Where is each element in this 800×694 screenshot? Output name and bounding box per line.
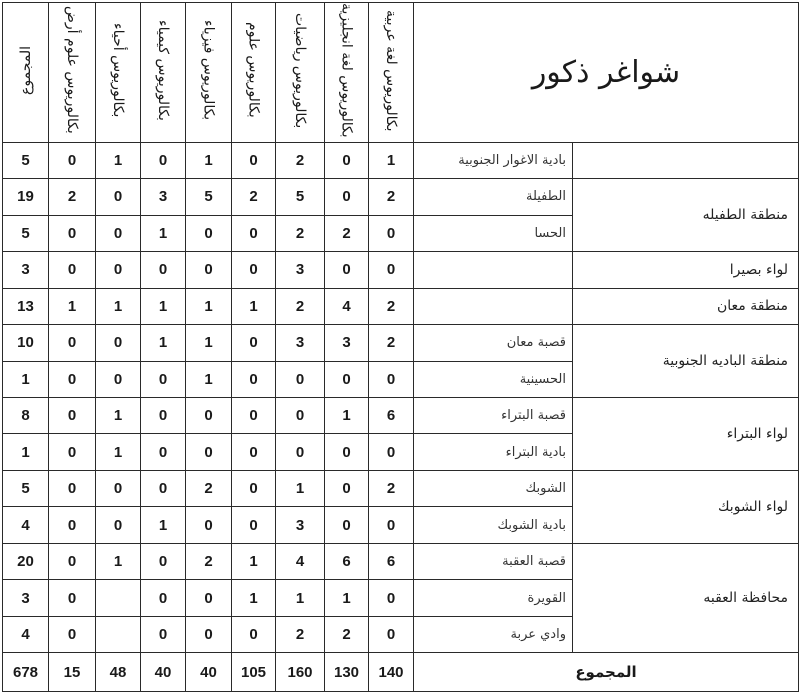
cell-arb: 0	[369, 434, 414, 470]
cell-sci: 1	[232, 580, 276, 616]
cell-bio: 0	[96, 325, 141, 361]
cell-arb: 0	[369, 215, 414, 251]
header-chemistry: بكالوريوس كيمياء	[141, 3, 186, 143]
cell-arb: 0	[369, 361, 414, 397]
table-row	[3, 398, 799, 434]
cell-bio	[96, 616, 141, 652]
cell-eng: 1	[325, 580, 369, 616]
cell-phys: 0	[186, 215, 232, 251]
total-grand: 678	[3, 653, 49, 692]
total-earth: 15	[49, 653, 96, 692]
cell-chem: 1	[141, 325, 186, 361]
cell-math: 4	[276, 543, 325, 579]
table-row	[3, 252, 799, 288]
cell-phys: 0	[186, 616, 232, 652]
cell-chem: 0	[141, 580, 186, 616]
cell-eng: 2	[325, 215, 369, 251]
cell-math: 1	[276, 580, 325, 616]
cell-arb: 0	[369, 580, 414, 616]
cell-math: 2	[276, 288, 325, 324]
cell-phys: 0	[186, 580, 232, 616]
subregion-cell: قصبة العقبة	[414, 543, 573, 579]
cell-phys: 0	[186, 398, 232, 434]
header-row	[3, 3, 799, 143]
subregion-cell	[414, 252, 573, 288]
cell-bio: 1	[96, 543, 141, 579]
cell-chem: 0	[141, 543, 186, 579]
subregion-cell: قصبة معان	[414, 325, 573, 361]
cell-total: 4	[3, 507, 49, 543]
cell-total: 19	[3, 179, 49, 215]
cell-arb: 6	[369, 543, 414, 579]
cell-eng: 3	[325, 325, 369, 361]
cell-math: 2	[276, 215, 325, 251]
cell-bio: 1	[96, 288, 141, 324]
cell-total: 3	[3, 580, 49, 616]
total-chem: 40	[141, 653, 186, 692]
cell-earth: 0	[49, 215, 96, 251]
cell-total: 5	[3, 470, 49, 506]
table-row	[3, 470, 799, 506]
total-sci: 105	[232, 653, 276, 692]
cell-sci: 0	[232, 325, 276, 361]
cell-total: 13	[3, 288, 49, 324]
cell-chem: 0	[141, 361, 186, 397]
cell-chem: 1	[141, 215, 186, 251]
cell-arb: 2	[369, 288, 414, 324]
cell-bio: 0	[96, 507, 141, 543]
cell-earth: 0	[49, 616, 96, 652]
cell-total: 5	[3, 215, 49, 251]
cell-eng: 0	[325, 470, 369, 506]
header-physics: بكالوريوس فيزياء	[186, 3, 232, 143]
cell-earth: 0	[49, 361, 96, 397]
cell-earth: 0	[49, 470, 96, 506]
cell-arb: 6	[369, 398, 414, 434]
cell-phys: 0	[186, 252, 232, 288]
cell-sci: 0	[232, 434, 276, 470]
cell-total: 10	[3, 325, 49, 361]
cell-bio: 1	[96, 434, 141, 470]
cell-earth: 0	[49, 543, 96, 579]
cell-earth: 0	[49, 252, 96, 288]
cell-sci: 0	[232, 252, 276, 288]
cell-total: 4	[3, 616, 49, 652]
cell-eng: 0	[325, 142, 369, 178]
header-english: بكالوريوس لغة انجليزية	[325, 3, 369, 143]
table-row	[3, 325, 799, 361]
subregion-cell: الحسا	[414, 215, 573, 251]
cell-arb: 2	[369, 470, 414, 506]
cell-bio: 1	[96, 142, 141, 178]
region-cell-badia: منطقة الباديه الجنوبية	[573, 325, 799, 398]
cell-chem: 3	[141, 179, 186, 215]
cell-earth: 1	[49, 288, 96, 324]
cell-chem: 1	[141, 288, 186, 324]
cell-earth: 2	[49, 179, 96, 215]
cell-phys: 0	[186, 507, 232, 543]
header-biology: بكالوريوس أحياء	[96, 3, 141, 143]
subregion-cell: بادية الاغوار الجنوبية	[414, 142, 573, 178]
cell-math: 2	[276, 142, 325, 178]
cell-chem: 0	[141, 252, 186, 288]
cell-earth: 0	[49, 142, 96, 178]
table-row	[3, 543, 799, 579]
subregion-cell: قصبة البتراء	[414, 398, 573, 434]
cell-earth: 0	[49, 580, 96, 616]
total-eng: 130	[325, 653, 369, 692]
cell-sci: 0	[232, 398, 276, 434]
cell-math: 3	[276, 507, 325, 543]
header-mathematics: بكالوريوس رياضيات	[276, 3, 325, 143]
cell-math: 2	[276, 616, 325, 652]
cell-eng: 0	[325, 252, 369, 288]
cell-chem: 0	[141, 142, 186, 178]
cell-bio: 0	[96, 179, 141, 215]
cell-chem: 0	[141, 434, 186, 470]
cell-earth: 0	[49, 434, 96, 470]
cell-total: 5	[3, 142, 49, 178]
cell-phys: 1	[186, 288, 232, 324]
cell-bio: 0	[96, 361, 141, 397]
cell-arb: 2	[369, 179, 414, 215]
cell-eng: 4	[325, 288, 369, 324]
region-cell-busaira: لواء بصيرا	[573, 252, 799, 288]
cell-eng: 2	[325, 616, 369, 652]
cell-eng: 0	[325, 361, 369, 397]
cell-arb: 0	[369, 616, 414, 652]
cell-bio: 0	[96, 215, 141, 251]
cell-sci: 1	[232, 288, 276, 324]
cell-math: 0	[276, 398, 325, 434]
region-cell-shobak: لواء الشوبك	[573, 470, 799, 543]
table-row	[3, 142, 799, 178]
cell-sci: 1	[232, 543, 276, 579]
totals-label: المجموع	[414, 653, 799, 692]
cell-sci: 0	[232, 470, 276, 506]
cell-bio: 1	[96, 398, 141, 434]
cell-arb: 0	[369, 507, 414, 543]
cell-arb: 1	[369, 142, 414, 178]
cell-arb: 2	[369, 325, 414, 361]
cell-bio	[96, 580, 141, 616]
cell-phys: 2	[186, 543, 232, 579]
cell-earth: 0	[49, 325, 96, 361]
cell-eng: 1	[325, 398, 369, 434]
cell-chem: 0	[141, 616, 186, 652]
cell-bio: 0	[96, 470, 141, 506]
cell-math: 0	[276, 361, 325, 397]
region-cell-maan: منطقة معان	[573, 288, 799, 324]
subregion-cell: بادية البتراء	[414, 434, 573, 470]
cell-phys: 1	[186, 361, 232, 397]
subregion-cell: بادية الشوبك	[414, 507, 573, 543]
cell-total: 1	[3, 434, 49, 470]
cell-eng: 0	[325, 179, 369, 215]
cell-eng: 0	[325, 507, 369, 543]
header-earth-sciences: بكالوريوس علوم أرض	[49, 3, 96, 143]
region-cell-tafila: منطقة الطفيله	[573, 179, 799, 252]
header-total: المجموع	[3, 3, 49, 143]
total-math: 160	[276, 653, 325, 692]
cell-eng: 6	[325, 543, 369, 579]
subregion-cell: الطفيلة	[414, 179, 573, 215]
total-bio: 48	[96, 653, 141, 692]
cell-math: 5	[276, 179, 325, 215]
cell-total: 1	[3, 361, 49, 397]
subregion-cell	[414, 288, 573, 324]
cell-chem: 1	[141, 507, 186, 543]
cell-sci: 0	[232, 215, 276, 251]
subregion-cell: وادي عربة	[414, 616, 573, 652]
vacancies-table-container	[2, 2, 798, 692]
total-phys: 40	[186, 653, 232, 692]
table-row	[3, 288, 799, 324]
cell-arb: 0	[369, 252, 414, 288]
cell-phys: 1	[186, 325, 232, 361]
cell-earth: 0	[49, 398, 96, 434]
cell-sci: 2	[232, 179, 276, 215]
cell-math: 3	[276, 252, 325, 288]
cell-phys: 0	[186, 434, 232, 470]
subregion-cell: القويرة	[414, 580, 573, 616]
cell-chem: 0	[141, 470, 186, 506]
table-title: شواغر ذكور	[414, 3, 799, 143]
cell-chem: 0	[141, 398, 186, 434]
totals-row	[3, 653, 799, 692]
cell-phys: 5	[186, 179, 232, 215]
cell-phys: 2	[186, 470, 232, 506]
header-arabic: بكالوريوس لغة عربية	[369, 3, 414, 143]
subregion-cell: الحسينية	[414, 361, 573, 397]
cell-earth: 0	[49, 507, 96, 543]
table-row	[3, 179, 799, 215]
cell-total: 20	[3, 543, 49, 579]
cell-math: 3	[276, 325, 325, 361]
cell-eng: 0	[325, 434, 369, 470]
cell-sci: 0	[232, 361, 276, 397]
cell-total: 8	[3, 398, 49, 434]
cell-sci: 0	[232, 616, 276, 652]
total-arb: 140	[369, 653, 414, 692]
cell-math: 0	[276, 434, 325, 470]
cell-total: 3	[3, 252, 49, 288]
cell-phys: 1	[186, 142, 232, 178]
region-cell-petra: لواء البتراء	[573, 398, 799, 471]
cell-bio: 0	[96, 252, 141, 288]
cell-sci: 0	[232, 142, 276, 178]
cell-math: 1	[276, 470, 325, 506]
header-sciences: بكالوريوس علوم	[232, 3, 276, 143]
region-cell-aqaba: محافظة العقبه	[573, 543, 799, 652]
vacancies-table	[2, 2, 799, 692]
region-cell-aghwar	[573, 142, 799, 178]
cell-sci: 0	[232, 507, 276, 543]
subregion-cell: الشوبك	[414, 470, 573, 506]
